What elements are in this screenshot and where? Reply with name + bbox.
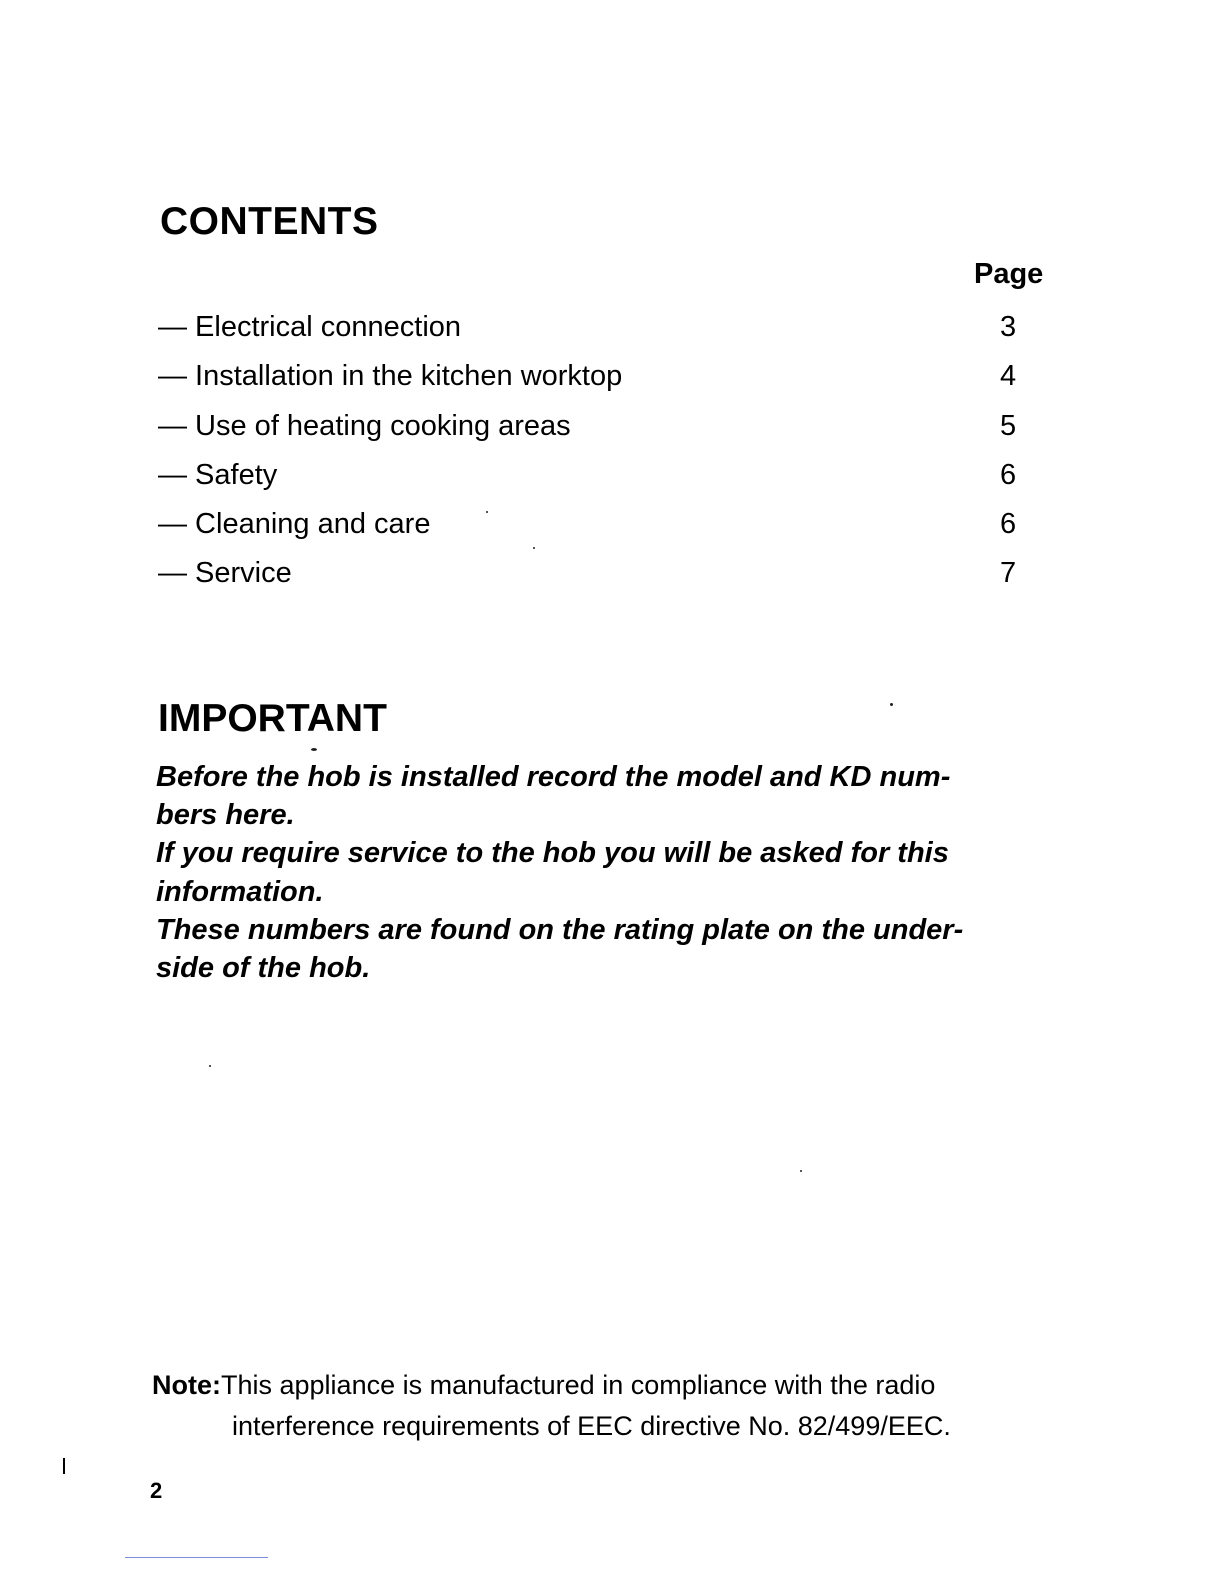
toc-item <box>158 305 1028 354</box>
note-line-1 <box>152 1365 1082 1406</box>
important-line: These numbers are found on the rating plate on the under- <box>156 913 964 946</box>
important-line: information. <box>156 875 324 908</box>
important-line: side of the hob. <box>156 952 371 985</box>
note-text-2: interference requirements of EEC directive No. 82/499/EEC. <box>232 1411 951 1441</box>
compliance-note <box>152 1365 1082 1447</box>
toc-item-page: 7 <box>1000 557 1017 590</box>
toc-item-label: — Cleaning and care <box>158 508 431 541</box>
table-of-contents <box>158 305 1028 601</box>
toc-item-page: 3 <box>1000 311 1017 343</box>
toc-item-label: — Electrical connection <box>158 311 462 343</box>
important-line: If you require service to the hob you will be asked for this <box>156 837 949 870</box>
bottom-rule <box>125 1557 268 1558</box>
scan-speck <box>209 1065 211 1067</box>
scan-speck <box>800 1170 802 1172</box>
toc-item-page: 6 <box>1000 458 1017 491</box>
important-line: Before the hob is installed record the model and KD num- <box>156 761 951 793</box>
toc-item <box>158 551 1028 600</box>
toc-item-page: 6 <box>1000 508 1017 541</box>
important-line: bers here. <box>156 799 295 832</box>
contents-heading: CONTENTS <box>160 200 379 243</box>
scan-speck <box>311 748 317 751</box>
page-column-label: Page <box>974 258 1044 290</box>
toc-item-label: — Service <box>158 557 292 590</box>
toc-item <box>158 502 1028 551</box>
toc-item <box>158 354 1028 403</box>
note-label: Note: <box>152 1370 221 1400</box>
toc-item-page: 5 <box>1000 409 1017 442</box>
toc-item-label: — Installation in the kitchen worktop <box>158 360 623 393</box>
note-text-1: This appliance is manufactured in compliance with the radio <box>221 1370 936 1400</box>
toc-item-page: 4 <box>1000 360 1017 393</box>
important-notice <box>156 758 1056 987</box>
important-heading: IMPORTANT <box>158 697 387 740</box>
page-number: 2 <box>150 1478 163 1503</box>
toc-item <box>158 453 1028 502</box>
scan-speck <box>890 703 893 706</box>
margin-mark <box>63 1458 65 1474</box>
scan-speck <box>486 511 488 513</box>
toc-item <box>158 404 1028 453</box>
toc-item-label: — Use of heating cooking areas <box>158 409 571 442</box>
toc-item-label: — Safety <box>158 458 278 491</box>
scan-speck <box>533 547 535 549</box>
